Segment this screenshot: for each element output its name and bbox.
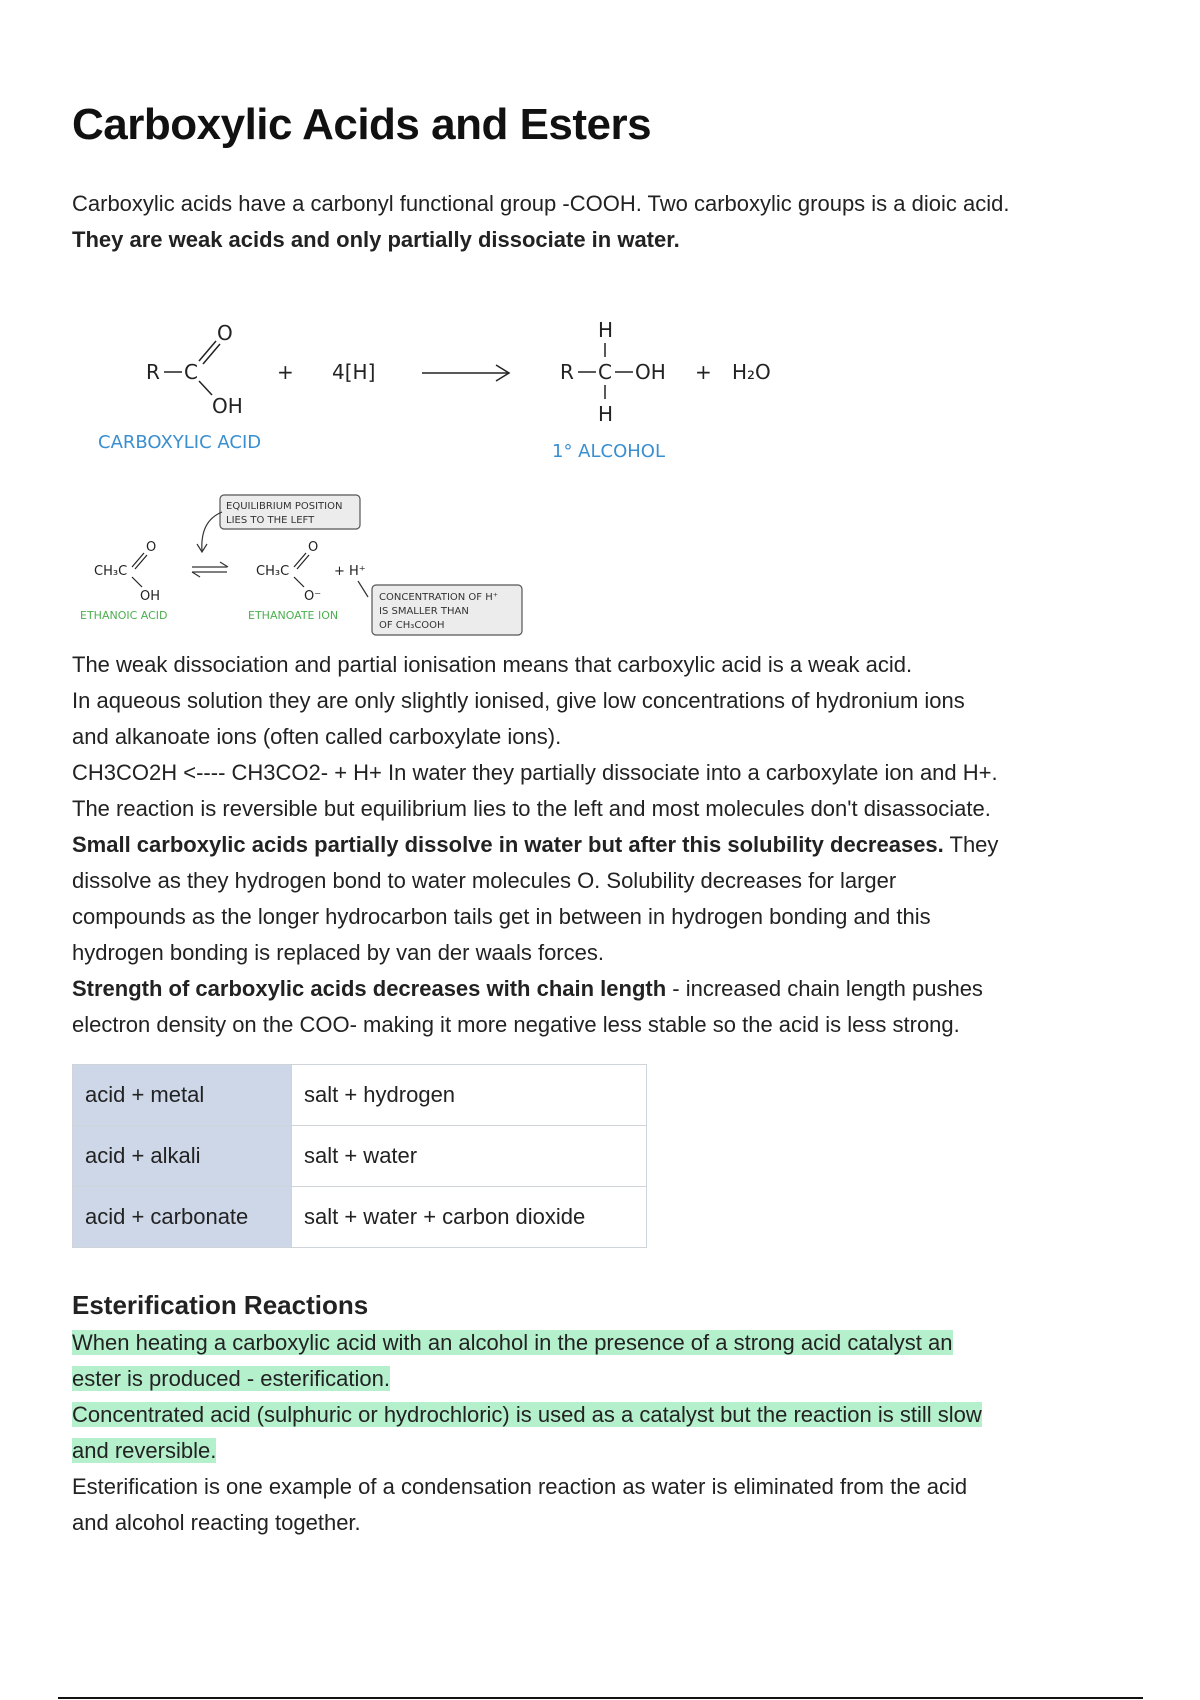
highlight-text: ester is produced - esterification. (72, 1366, 390, 1391)
ethanoate-formula: CH₃C (256, 564, 290, 579)
page-title: Carboxylic Acids and Esters (72, 100, 652, 149)
body-line: electron density on the COO- making it more negative less stable so the acid is less strong. (72, 1012, 960, 1037)
table-row (73, 1187, 647, 1248)
body-line: and alkanoate ions (often called carboxylate ions). (72, 724, 562, 749)
body-line: hydrogen bonding is replaced by van der waals forces. (72, 940, 604, 965)
water-product: H₂O (732, 360, 771, 384)
products-cell: salt + hydrogen (292, 1065, 647, 1126)
highlight-text: When heating a carboxylic acid with an alcohol in the presence of a strong acid catalyst an (72, 1330, 953, 1355)
reactants-cell: acid + alkali (73, 1126, 292, 1187)
esterification-heading: Esterification Reactions (72, 1290, 369, 1320)
highlighted-line (72, 1361, 1142, 1397)
concentration-note-line2: IS SMALLER THAN (379, 606, 469, 617)
reactant-oxygen: O (217, 321, 233, 345)
highlight-text: Concentrated acid (sulphuric or hydrochloric) is used as a catalyst but the reaction is still slow (72, 1402, 982, 1427)
highlight-text: and reversible. (72, 1438, 217, 1463)
table-row (73, 1126, 647, 1187)
product-r: R (560, 360, 574, 384)
body-line: In aqueous solution they are only slightly ionised, give low concentrations of hydronium ions (72, 688, 965, 713)
hydrogen-ion: + H⁺ (334, 564, 366, 579)
product-h-top: H (598, 318, 614, 342)
body-line: dissolve as they hydrogen bond to water molecules O. Solubility decreases for larger (72, 868, 897, 893)
equilibrium-note-line1: EQUILIBRIUM POSITION (226, 501, 343, 512)
strength-rest: - increased chain length pushes (666, 976, 983, 1001)
solubility-rest: They (943, 832, 999, 857)
strength-line (72, 971, 1142, 1007)
intro-bold-line: They are weak acids and only partially dissociate in water. (72, 227, 680, 252)
ethanoic-acid-caption: ETHANOIC ACID (80, 609, 168, 622)
page-header (72, 100, 1132, 258)
ethanoate-oxygen: O (308, 540, 319, 555)
bottom-divider (58, 1697, 1143, 1699)
primary-alcohol-caption: 1° ALCOHOL (552, 441, 665, 462)
concentration-note-line1: CONCENTRATION OF H⁺ (379, 592, 499, 603)
esterification-section (72, 1290, 1142, 1541)
highlighted-line (72, 1433, 1142, 1469)
reactant-oh: OH (212, 394, 243, 418)
equilibrium-note-line2: LIES TO THE LEFT (226, 515, 315, 526)
product-h-bottom: H (598, 402, 614, 426)
carboxylic-acid-caption: CARBOXYLIC ACID (98, 432, 262, 453)
ethanoic-acid-oxygen: O (146, 540, 157, 555)
reactant-r: R (146, 360, 160, 384)
ethanoate-ion-caption: ETHANOATE ION (248, 609, 339, 622)
reactants-cell: acid + carbonate (73, 1187, 292, 1248)
concentration-note-line3: OF CH₃COOH (379, 620, 445, 631)
highlighted-line (72, 1325, 1142, 1361)
products-cell: salt + water (292, 1126, 647, 1187)
reactants-cell: acid + metal (73, 1065, 292, 1126)
product-c: C (598, 360, 612, 384)
solubility-bold: Small carboxylic acids partially dissolve in water but after this solubility decreases. (72, 832, 944, 857)
body-line: Esterification is one example of a condensation reaction as water is eliminated from the acid (72, 1474, 968, 1499)
reactant-c: C (184, 360, 198, 384)
reduction-diagram (72, 305, 802, 465)
dissociation-diagram (72, 485, 672, 640)
body-line: and alcohol reacting together. (72, 1510, 361, 1535)
product-oh: OH (635, 360, 666, 384)
products-cell: salt + water + carbon dioxide (292, 1187, 647, 1248)
highlighted-line (72, 1397, 1142, 1433)
ethanoic-acid-oh: OH (140, 589, 161, 604)
body-line: The reaction is reversible but equilibrium lies to the left and most molecules don't disassociate. (72, 796, 991, 821)
plus-sign-1: + (277, 360, 294, 384)
table-row (73, 1065, 647, 1126)
body-line: The weak dissociation and partial ionisation means that carboxylic acid is a weak acid. (72, 652, 913, 677)
dissociation-explanation (72, 647, 1142, 1043)
plus-sign-2: + (695, 360, 712, 384)
body-line: compounds as the longer hydrocarbon tails get in between in hydrogen bonding and this (72, 904, 931, 929)
strength-bold: Strength of carboxylic acids decreases with chain length (72, 976, 667, 1001)
equation-line: CH3CO2H <---- CH3CO2- + H+ In water they partially dissociate into a carboxylate ion and H+. (72, 760, 998, 785)
acid-reactions-table (72, 1064, 647, 1248)
ethanoate-o-minus: O⁻ (304, 589, 322, 604)
ethanoic-acid-formula: CH₃C (94, 564, 128, 579)
reagent-hydrogen: 4[H] (332, 360, 376, 384)
intro-paragraph: Carboxylic acids have a carbonyl functional group -COOH. Two carboxylic groups is a dioic acid. (72, 191, 1010, 216)
solubility-line (72, 827, 1142, 863)
